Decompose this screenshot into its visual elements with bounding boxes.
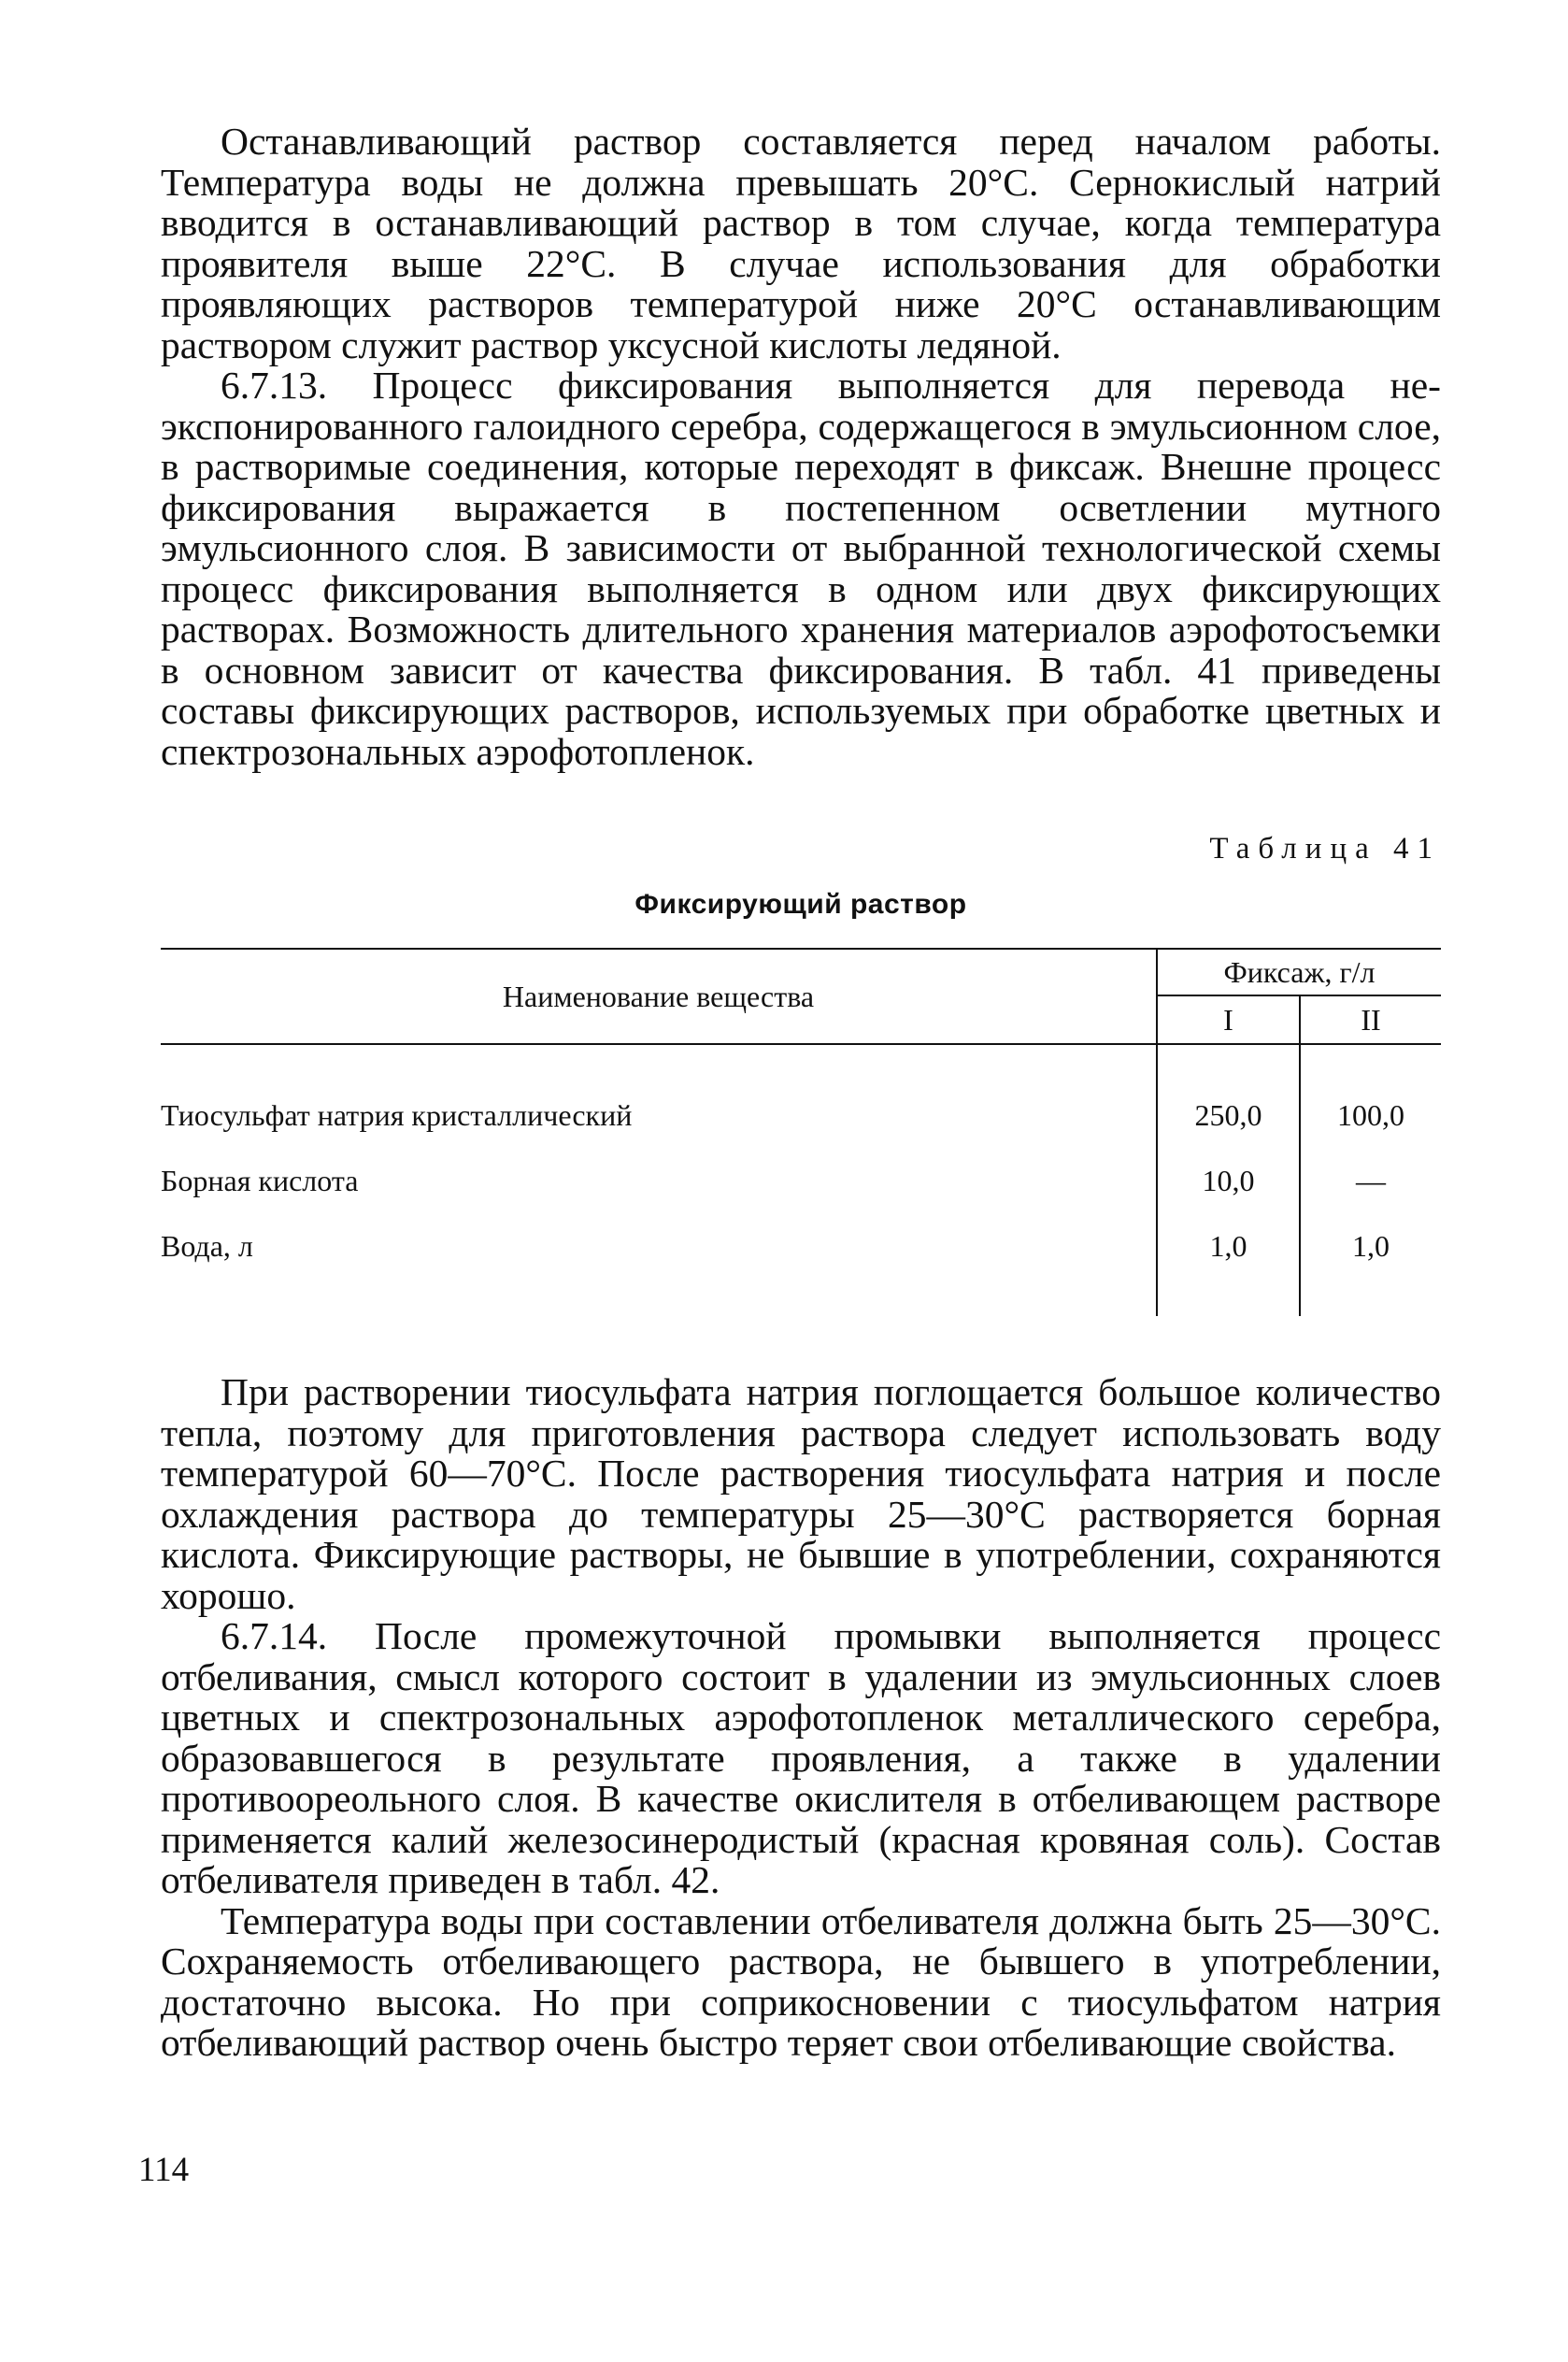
header-fixer-group: Фиксаж, г/л: [1157, 949, 1441, 995]
row-name: Борная кислота: [161, 1148, 1157, 1213]
paragraph-dissolving: При растворении тиосульфата натрия поглощается большое количество тепла, поэтому для приготовления раствора следует использовать воду температурой 60—70°С. После растворения тиосульфата натрия и после охлаждения раствора до температуры 25—30°С растворяется борная кислота. Фиксирующие растворы, не бывшие в употреблении, сохраняются хорошо.: [161, 1370, 1441, 1617]
page-number: 114: [138, 2151, 190, 2189]
row-value-1: 1,0: [1157, 1213, 1300, 1279]
header-column-1: I: [1157, 995, 1300, 1044]
row-value-2: 100,0: [1337, 1097, 1404, 1132]
table-row: [161, 1082, 1441, 1148]
row-value-1: 250,0: [1157, 1082, 1300, 1148]
table-title: Фиксирующий раствор: [634, 889, 967, 920]
row-value-2: 1,0: [1352, 1228, 1390, 1263]
table-caption: Таблица 41: [1209, 832, 1441, 866]
header-column-2: II: [1300, 995, 1441, 1044]
table-spacer: [161, 1044, 1441, 1082]
paragraph-bleach-temperature: Температура воды при составлении отбеливателя должна быть 25—30°С. Сохраняемость отбеливающего раствора, не бывшего в употреблении, достаточно высока. Но при соприкосновении с тиосульфатом натрия отбеливающий раствор очень быстро теряет свои отбеливающие свойства.: [161, 1898, 1441, 2064]
header-substance-name: Наименование вещества: [161, 949, 1157, 1044]
table-row: [161, 1213, 1441, 1279]
table-spacer: [161, 1279, 1441, 1316]
paragraph-6-7-14: 6.7.14. После промежуточной промывки выполняется процесс отбеливания, смысл которого состоит в удалении из эмульсионных слоев цветных и спектрозональных аэрофотопленок металлического серебра, образовавшегося в результате проявления, а также в удалении противоореольного слоя. В качестве окислителя в отбеливающем растворе применяется калий железосинеродистый (красная кровяная соль). Состав отбеливателя приведен в табл. 42.: [161, 1614, 1441, 1901]
paragraph-6-7-13: 6.7.13. Процесс фиксирования выполняется для перевода неэкспонированного галоидного серебра, содержащегося в эмульсионном слое, в растворимые соединения, которые переходят в фиксаж. Внешне процесс фиксирования выражается в постепенном осветлении мутного эмульсионного слоя. В зависимости от выбранной технологической схемы процесс фиксирования выполняется в одном или двух фиксирующих растворах. Возможность длительного хранения материалов аэрофотосъемки в основном зависит от качества фиксирования. В табл. 41 приведены составы фиксирующих растворов, используемых при обработке цветных и спектрозональных аэрофотопленок.: [161, 364, 1441, 773]
fixing-solution-table: [161, 948, 1441, 1316]
row-name: Вода, л: [161, 1213, 1157, 1279]
row-value-1: 10,0: [1157, 1148, 1300, 1213]
paragraph-stop-solution: Останавливающий раствор составляется перед началом работы. Температура воды не должна превышать 20°С. Сернокислый натрий вводится в останавливающий раствор в том случае, когда температура проявителя выше 22°С. В случае использования для обработки проявляющих растворов температурой ниже 20°С останавливающим раствором служит раствор уксусной кислоты ледяной.: [161, 120, 1441, 366]
table-header-row: [161, 949, 1441, 995]
page-body: [161, 122, 1441, 2064]
table-row: [161, 1148, 1441, 1213]
row-value-2: —: [1356, 1163, 1386, 1197]
row-name: Тиосульфат натрия кристаллический: [161, 1082, 1157, 1148]
